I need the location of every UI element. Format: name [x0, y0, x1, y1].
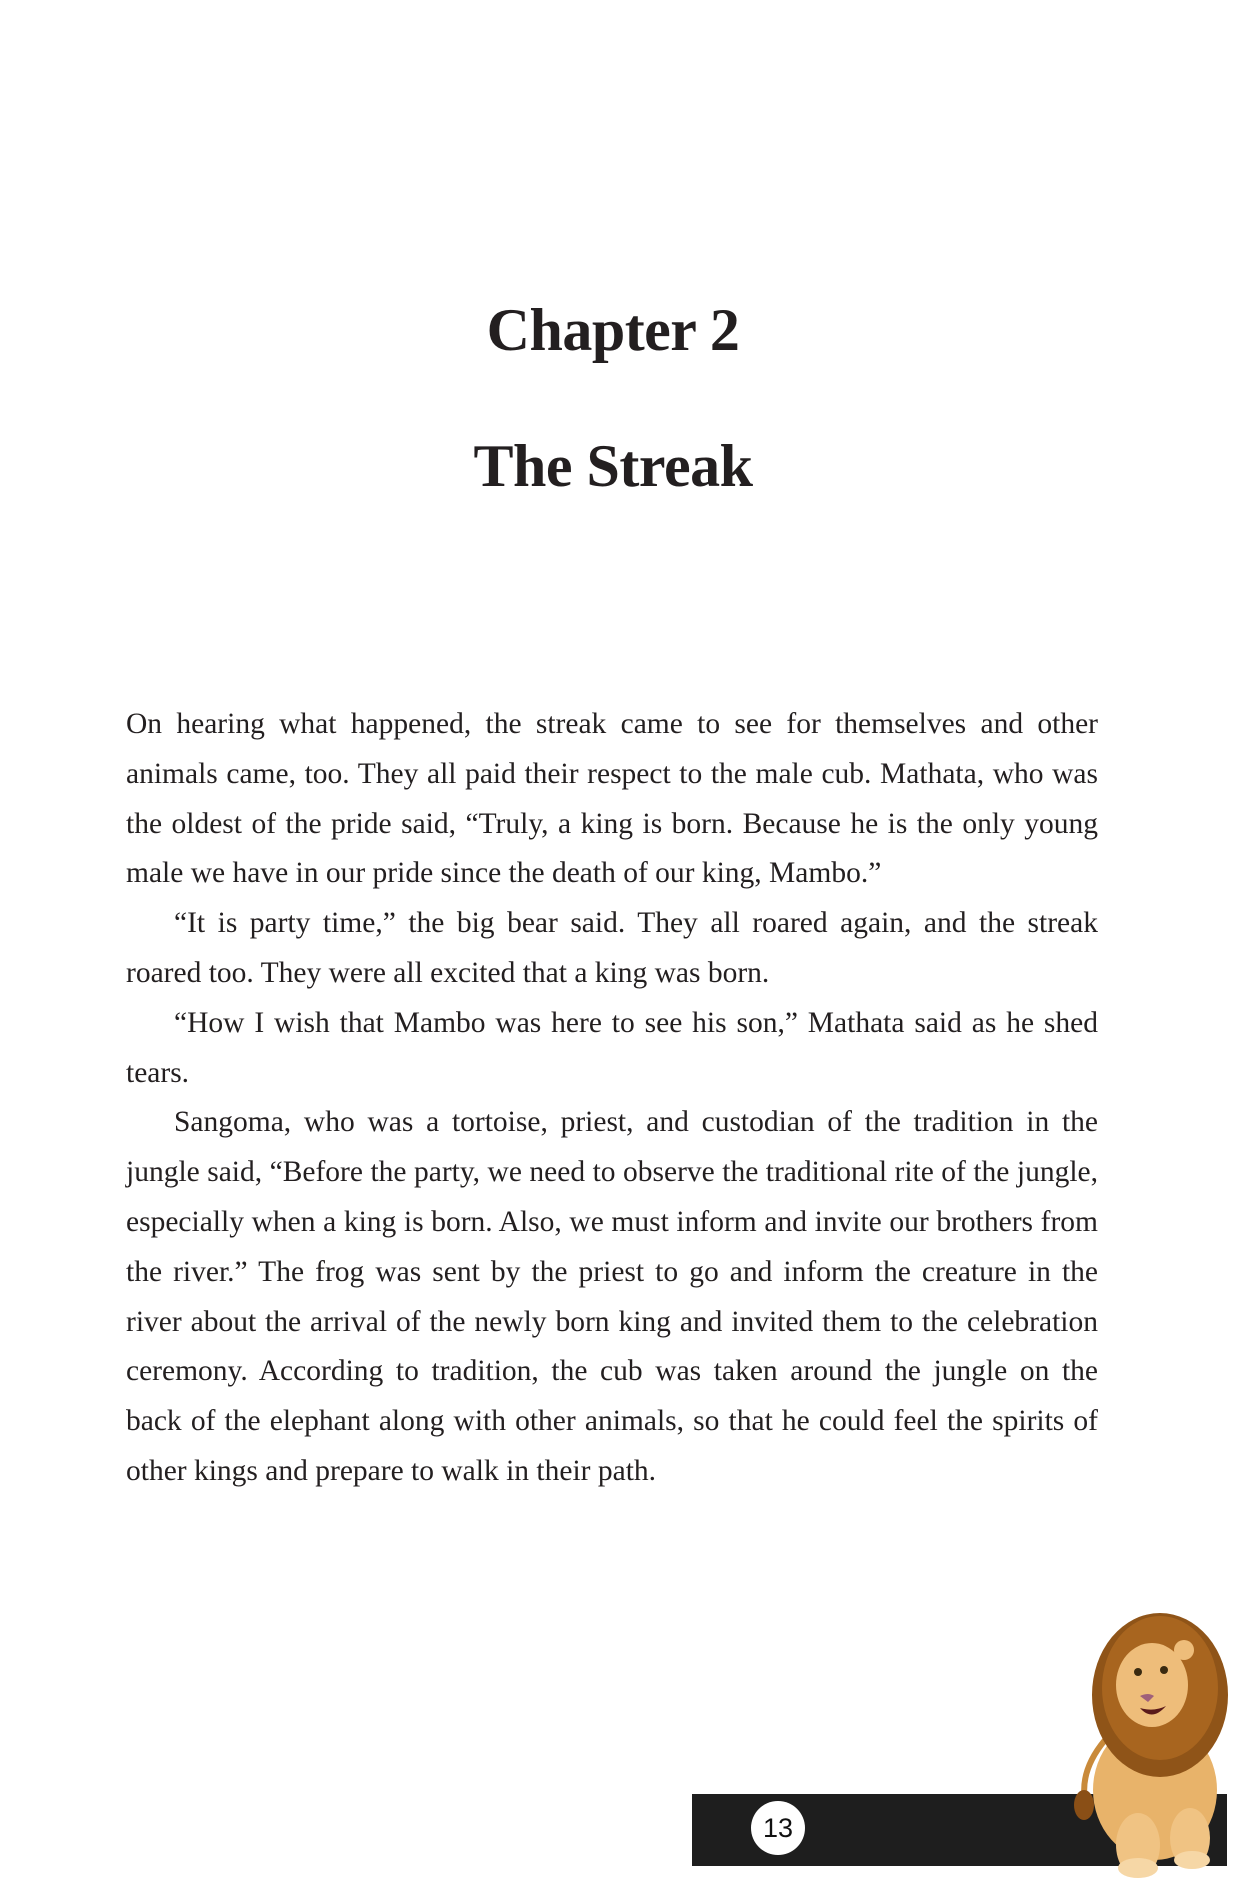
- page-number-badge: [751, 1801, 805, 1855]
- chapter-number: Chapter 2: [486, 297, 740, 363]
- lion-illustration-icon: [1060, 1600, 1240, 1880]
- paragraph: “It is party time,” the big bear said. They all roared again, and the streak roared too. They were all excited that a king was born.: [126, 907, 1098, 989]
- paragraph: Sangoma, who was a tortoise, priest, and custodian of the tradition in the jungle said, “Before the party, we need to observe the traditional rite of the jungle, especially when a king is born. Also, we must inform and invite our brothers from the river.” The frog was sent by the priest to go and inform the creature in the river about the arrival of the newly born king and invited them to the celebration ceremony. According to tradition, the cub was taken around the jungle on the back of the elephant along with other animals, so that he could feel the spirits of other kings and prepare to walk in their path.: [126, 1106, 1098, 1487]
- paragraph: “How I wish that Mambo was here to see his son,” Mathata said as he shed tears.: [126, 1006, 1098, 1089]
- chapter-body: [126, 700, 1098, 1497]
- page-number: 13: [762, 1812, 794, 1843]
- chapter-title: The Streak: [473, 433, 753, 499]
- paragraph: On hearing what happened, the streak came to see for themselves and other animals came, too. They all paid their respect to the male cub. Mathata, who was the oldest of the pride said, “Truly, a king is born. Because he is the only young male we have in our pride since the death of our king, Mambo.”: [126, 708, 1098, 890]
